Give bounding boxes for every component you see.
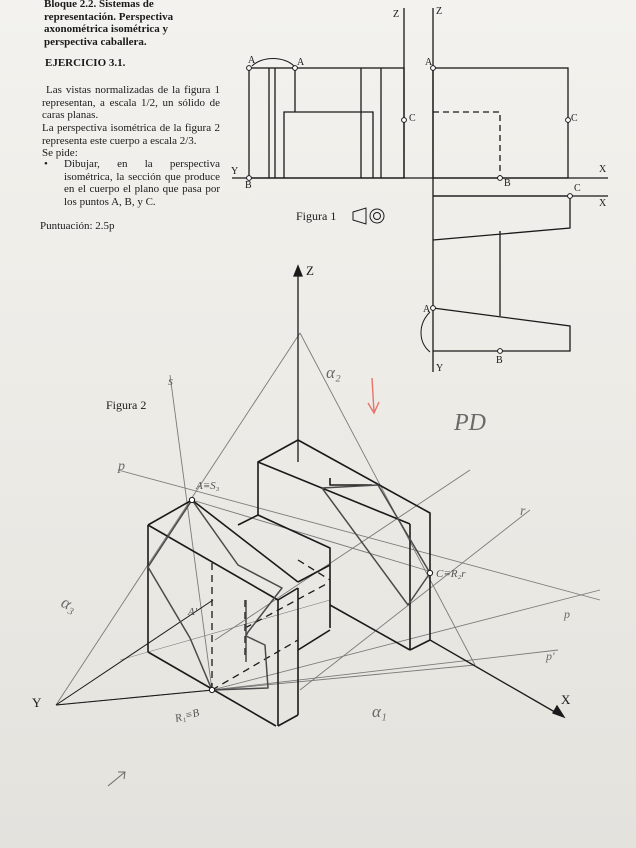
- plan-view: [421, 196, 570, 352]
- fig1-point-c-side: C: [571, 113, 578, 124]
- fig1-axis-y-bottom: Y: [436, 363, 444, 374]
- figure-2-label: Figura 2: [106, 398, 147, 412]
- fig1-point-a: A: [297, 57, 305, 68]
- statement-paragraph-2: La perspectiva isométrica de la figura 2 representa este cuerpo a escala 2/3.: [42, 122, 220, 147]
- back-block-bottom: [330, 605, 410, 650]
- back-block-outline: [258, 440, 430, 650]
- fig1-point-a-side: A: [425, 57, 433, 68]
- fig2-point-a-prime: A': [188, 606, 198, 618]
- fig2-point-b: R₁≡B: [173, 706, 201, 725]
- figure-1-views: [232, 8, 608, 372]
- fig1-axis-z-left: Z: [393, 9, 400, 20]
- edge-left-top-front: [148, 500, 192, 525]
- fig1-point-b-plan: B: [496, 355, 503, 366]
- edge-left-top-b: [192, 500, 298, 582]
- annotation-alpha3: α₃: [58, 592, 80, 616]
- fig2-axis-y: Y: [32, 695, 42, 710]
- annotation-alpha2: α₂: [326, 363, 341, 382]
- annotation-p-prime: p': [546, 649, 555, 663]
- fig1-point-c-plan: C: [574, 183, 581, 194]
- fig1-axis-x-upper: X: [599, 164, 607, 175]
- block-title: Bloque 2.2. Sistemas de representación. Perspectiva axonométrica isométrica y perspectiva caballera.: [44, 0, 174, 48]
- annotation-pd: PD: [454, 410, 486, 436]
- annotation-p-upper: p: [118, 459, 125, 474]
- back-block-cut: [330, 478, 372, 485]
- fig1-axis-x-lower: X: [599, 198, 607, 209]
- fig1-axis-y-left: Y: [231, 166, 239, 177]
- fig2-axis-z: Z: [306, 263, 314, 278]
- task-item: • Dibujar, en la perspectiva isométrica, la sección que produce en el cuerpo el plano que pasa por los puntos A, B, y C.: [42, 158, 220, 208]
- projection-symbol-icon: [353, 208, 384, 224]
- isometric-axes: [56, 266, 564, 717]
- figure-1-label: Figura 1: [296, 209, 337, 223]
- middle-step-edge: [298, 565, 330, 582]
- annotation-r: r: [520, 504, 526, 519]
- front-view: [249, 59, 404, 179]
- annotation-p-right: p: [564, 607, 570, 621]
- red-arrow-icon: [368, 378, 379, 413]
- back-block-inner-top: [258, 462, 410, 524]
- fig1-point-a-alt: A: [248, 55, 256, 66]
- fig2-axis-x: X: [561, 692, 571, 707]
- fig1-point-b-front: B: [245, 180, 252, 191]
- statement-paragraph-1: Las vistas normalizadas de la figura 1 representan, a escala 1/2, un sólido de caras planas.: [42, 84, 220, 121]
- side-view: [433, 68, 568, 178]
- annotation-alpha1: α₁: [372, 702, 387, 721]
- fig2-point-a: A≡S₃: [196, 480, 220, 492]
- pencil-arrow-icon: [108, 772, 125, 786]
- fig1-point-a-plan: A: [423, 304, 431, 315]
- edge-front-face-bottom: [278, 715, 298, 726]
- score-text: Puntuación: 2.5p: [40, 220, 115, 232]
- pencil-construction: [56, 333, 600, 705]
- middle-step-bottom: [298, 630, 330, 650]
- fig1-point-b-side: B: [504, 178, 511, 189]
- statement-paragraph-3: Se pide:: [42, 147, 78, 159]
- fig1-point-c-front: C: [409, 113, 416, 124]
- exercise-title: EJERCICIO 3.1.: [45, 57, 126, 69]
- annotation-s: s: [168, 373, 174, 388]
- fig2-point-c: C≡R₂r: [436, 568, 466, 580]
- fig1-axis-z-right: Z: [436, 6, 443, 17]
